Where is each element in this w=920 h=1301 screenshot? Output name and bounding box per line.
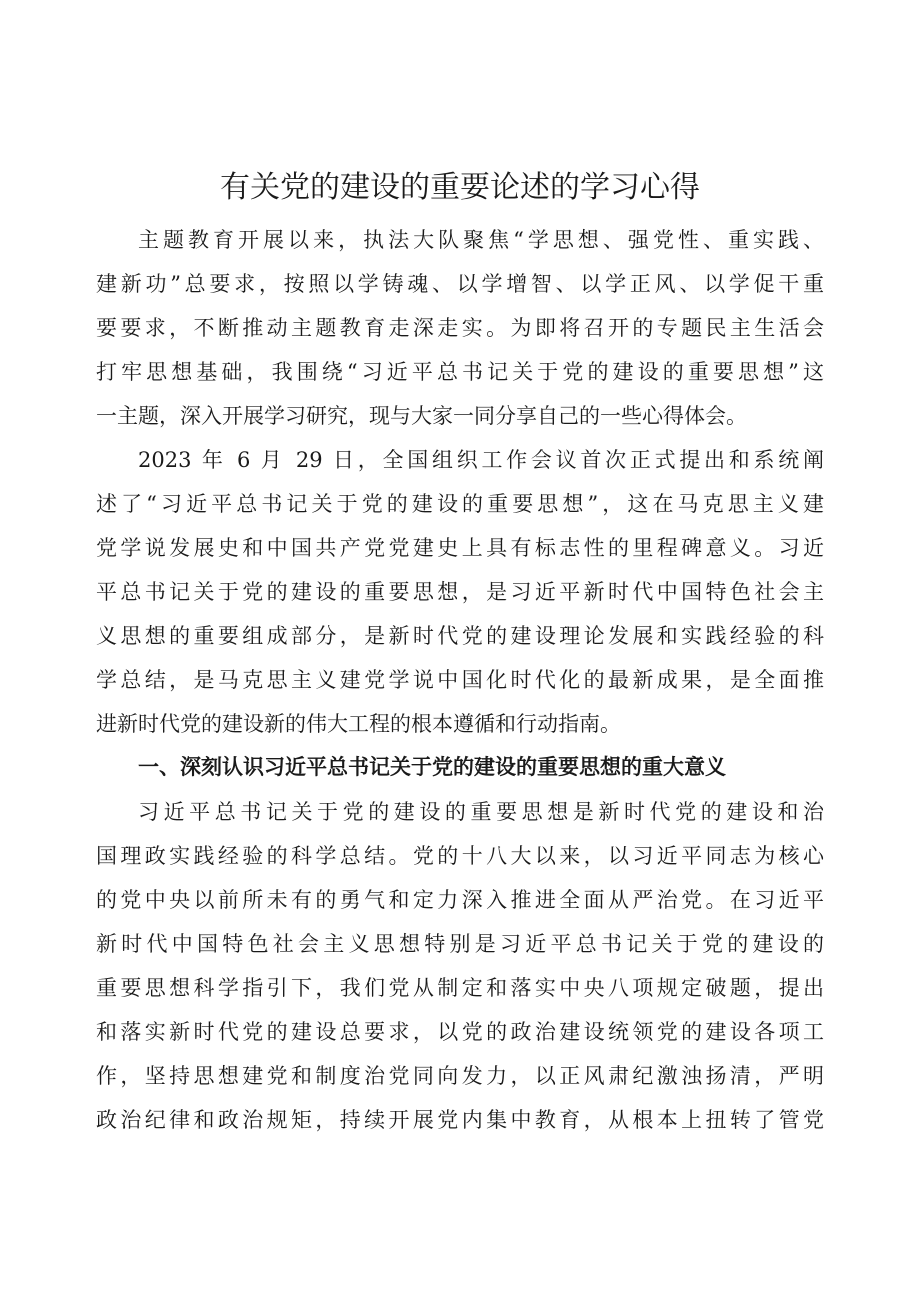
section-heading: 一、深刻认识习近平总书记关于党的建设的重要思想的重大意义 [138,755,726,779]
paragraph-line: 主题教育开展以来，执法大队聚焦“学思想、强党性、重实践、 [138,228,824,252]
paragraph-line: 重要思想科学指引下，我们党从制定和落实中央八项规定破题，提出 [96,976,824,1000]
paragraph-line: 新时代中国特色社会主义思想特别是习近平总书记关于党的建设的 [96,932,824,956]
paragraph-line: 习近平总书记关于党的建设的重要思想是新时代党的建设和治 [138,800,824,824]
paragraph-line: 国理政实践经验的科学总结。党的十八大以来，以习近平同志为核心 [96,844,824,868]
paragraph-section-one [96,790,824,1142]
paragraph-line: 党学说发展史和中国共产党党建史上具有标志性的里程碑意义。习近 [96,536,824,560]
paragraph-line: 义思想的重要组成部分，是新时代党的建设理论发展和实践经验的科 [96,624,824,648]
paragraph-line: 平总书记关于党的建设的重要思想，是习近平新时代中国特色社会主 [96,580,824,604]
paragraph-line: 学总结，是马克思主义建党学说中国化时代化的最新成果，是全面推 [96,668,824,692]
paragraph-line: 政治纪律和政治规矩，持续开展党内集中教育，从根本上扭转了管党 [96,1108,824,1132]
paragraph-intro [96,218,824,438]
paragraph-line: 建新功”总要求，按照以学铸魂、以学增智、以学正风、以学促干重 [96,272,824,296]
paragraph-line: 2023 年 6 月 29 日，全国组织工作会议首次正式提出和系统阐 [138,448,824,472]
paragraph-line: 的党中央以前所未有的勇气和定力深入推进全面从严治党。在习近平 [96,888,824,912]
document-title: 有关党的建设的重要论述的学习心得 [220,170,700,205]
paragraph-line: 一主题，深入开展学习研究，现与大家一同分享自己的一些心得体会。 [96,404,747,428]
paragraph-line: 作，坚持思想建党和制度治党同向发力，以正风肃纪激浊扬清，严明 [96,1064,824,1088]
paragraph-line: 进新时代党的建设新的伟大工程的根本遵循和行动指南。 [96,712,621,736]
paragraph-line: 和落实新时代党的建设总要求，以党的政治建设统领党的建设各项工 [96,1020,824,1044]
paragraph-line: 要要求，不断推动主题教育走深走实。为即将召开的专题民主生活会 [96,316,824,340]
paragraph-line: 述了“习近平总书记关于党的建设的重要思想”，这在马克思主义建 [96,492,824,516]
paragraph-line: 打牢思想基础，我围绕“习近平总书记关于党的建设的重要思想”这 [96,360,824,384]
paragraph-background [96,438,824,746]
